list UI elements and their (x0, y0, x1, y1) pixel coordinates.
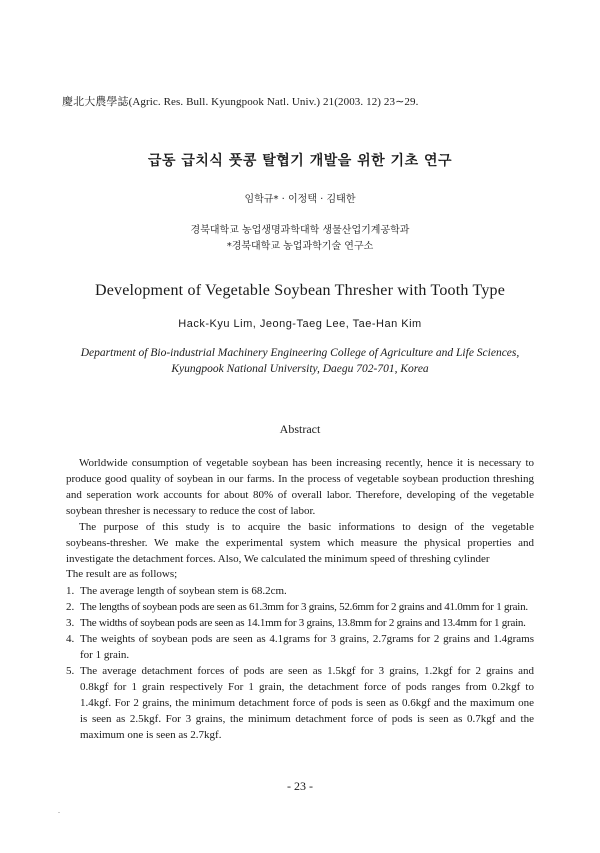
english-affiliation-2: Kyungpook National University, Daegu 702-701, Korea (171, 363, 429, 375)
abstract-line: investigate the detachment forces. Also, We calculated the minimum speed of threshing cylinder (66, 553, 490, 565)
list-item: The weights of soybean pods are seen as 4.1grams for 3 grains, 2.7grams for 2 grains and 1.4grams (80, 633, 534, 645)
results-intro: The result are as follows; (66, 568, 178, 580)
abstract-line: and seperation work accounts for about 80% of overall labor. Therefore, developing of the vegetable (66, 489, 534, 501)
list-item-continuation: for 1 grain. (80, 649, 130, 661)
list-number: 4. (66, 633, 75, 645)
list-item: The lengths of soybean pods are seen as 61.3mm for 3 grains, 52.6mm for 2 grains and 41.0mm for 1 grain. (80, 601, 528, 613)
korean-title: 급동 급치식 풋콩 탈협기 개발을 위한 기초 연구 (147, 153, 453, 169)
page-number: - 23 - (287, 779, 313, 793)
abstract-line: produce good quality of soybean in our farms. In the process of vegetable soybean production threshing (66, 473, 534, 485)
list-item-continuation: 0.8kgf for 1 grain respectively For 1 grain, the detachment force of pods ranges from 0.2kgf to (80, 681, 534, 693)
abstract-line: The purpose of this study is to acquire the basic informations to design of the vegetable (79, 521, 534, 533)
abstract-heading: Abstract (279, 422, 321, 436)
korean-affiliation-2: *경북대학교 농업과학기술 연구소 (226, 241, 374, 252)
list-item-continuation: 1.4kgf. For 2 grains, the minimum detachment force of pods is seen as 0.6kgf and the maximum one (80, 697, 534, 709)
list-number: 1. (66, 585, 75, 597)
abstract-line: Worldwide consumption of vegetable soybean has been increasing recently, hence it is necessary to (79, 457, 534, 469)
abstract-line: soybean thresher is necessary to reduce the cost of labor. (66, 505, 316, 517)
scan-mark: . (58, 806, 60, 815)
abstract-line: soybeans-thresher. We make the experimental system which measure the physical properties and (66, 537, 534, 549)
list-number: 5. (66, 665, 75, 677)
list-number: 2. (66, 601, 75, 613)
list-item-continuation: maximum one is seen as 2.7kgf. (80, 729, 222, 741)
list-item: The average detachment forces of pods are seen as 1.5kgf for 3 grains, 1.2kgf for 2 grains and (80, 665, 534, 677)
list-number: 3. (66, 617, 75, 629)
korean-authors: 임학규* · 이정택 · 김태한 (244, 194, 356, 205)
english-authors: Hack-Kyu Lim, Jeong-Taeg Lee, Tae-Han Kim (178, 318, 422, 330)
list-item: The average length of soybean stem is 68.2cm. (80, 585, 287, 597)
korean-affiliation-1: 경북대학교 농업생명과학대학 생물산업기계공학과 (190, 225, 410, 236)
english-affiliation-1: Department of Bio-industrial Machinery Engineering College of Agriculture and Life Sciences, (80, 347, 520, 359)
list-item-continuation: is seen as 2.5kgf. For 3 grains, the minimum detachment force of pods is seen as 0.7kgf and the (80, 713, 534, 725)
journal-citation: 慶北大農學誌(Agric. Res. Bull. Kyungpook Natl. Univ.) 21(2003. 12) 23∼29. (62, 96, 419, 108)
english-title: Development of Vegetable Soybean Thresher with Tooth Type (94, 282, 506, 299)
list-item: The widths of soybean pods are seen as 14.1mm for 3 grains, 13.8mm for 2 grains and 13.4mm for 1 grain. (80, 617, 526, 629)
